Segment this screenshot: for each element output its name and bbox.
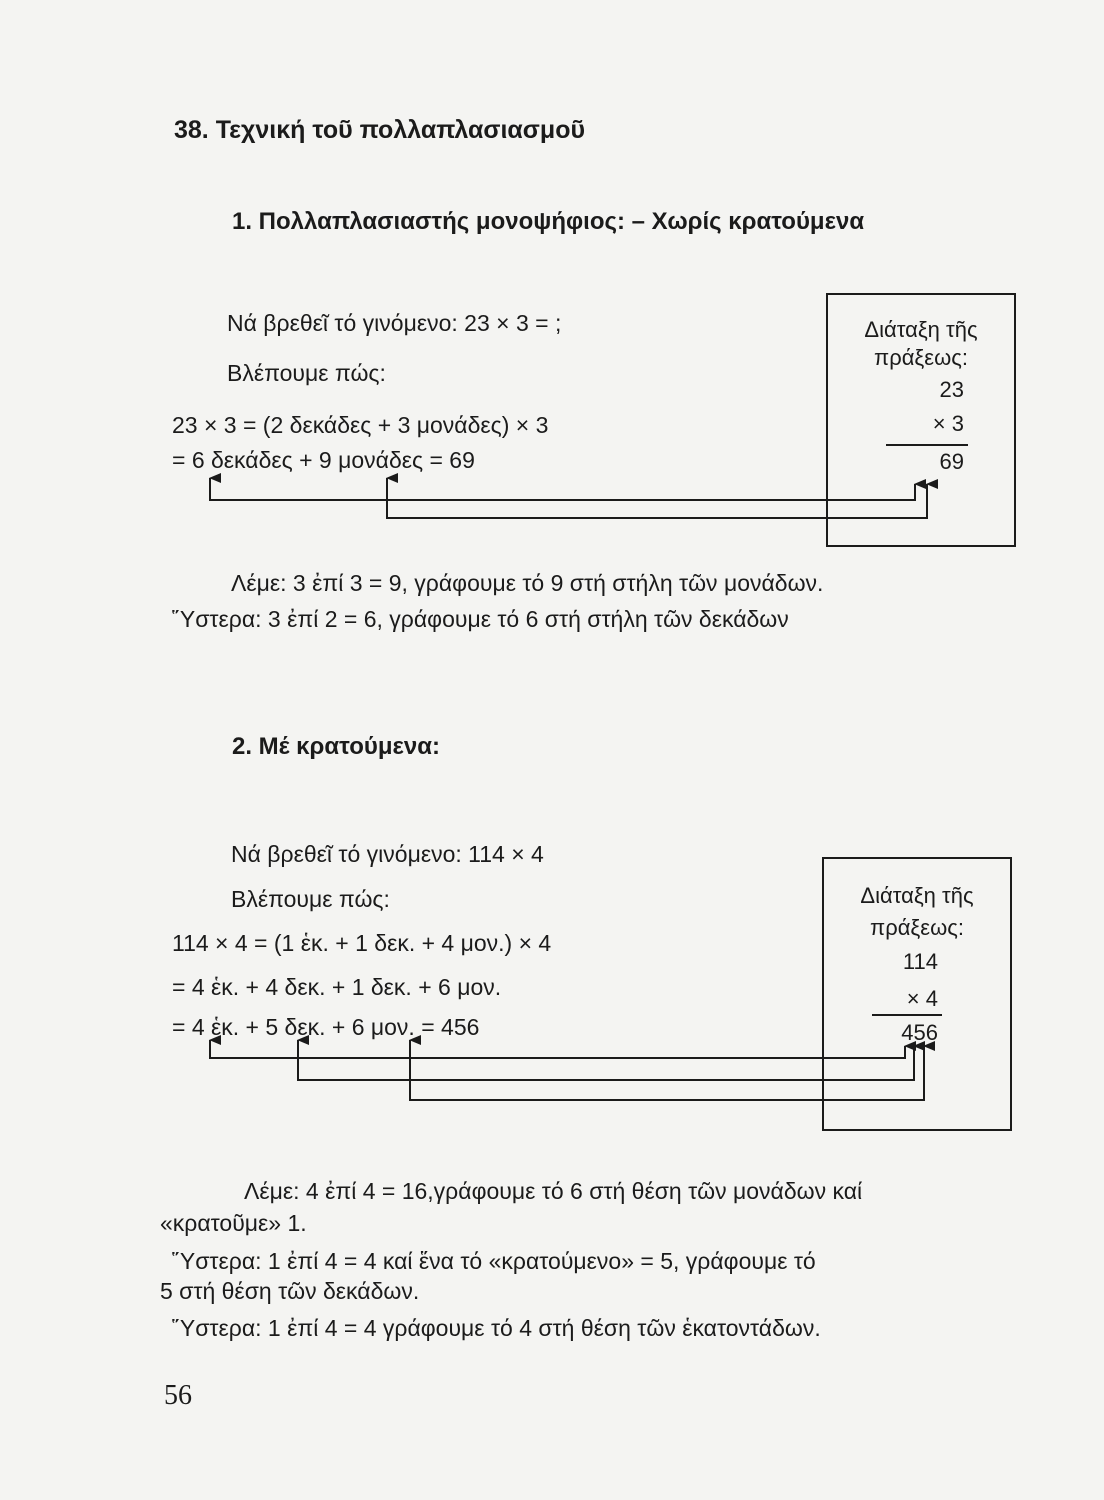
- section-1-see: Βλέπουμε πώς:: [227, 360, 386, 386]
- section-2-equation-3: = 4 ἑκ. + 5 δεκ. + 6 μον. = 456: [172, 1014, 480, 1040]
- arrow-tens-1: [210, 478, 915, 500]
- section-2-explanation-1b: «κρατοῦμε» 1.: [160, 1210, 307, 1236]
- arrow-hundreds-2: [210, 1040, 905, 1058]
- section-2-equation-1: 114 × 4 = (1 ἑκ. + 1 δεκ. + 4 μον.) × 4: [172, 930, 552, 956]
- box-1-caption-line-2: πράξεως:: [874, 345, 968, 370]
- section-2-explanation-2: Ὕστερα: 1 ἐπί 4 = 4 καί ἕνα τό «κρατούμενο» = 5, γράφουμε τό: [172, 1248, 816, 1274]
- box-1-multiplier: × 3: [932, 411, 964, 436]
- section-1-explanation-2: Ὕστερα: 3 ἐπί 2 = 6, γράφουμε τό 6 στή στήλη τῶν δεκάδων: [172, 606, 789, 632]
- section-2-explanation-2b: 5 στή θέση τῶν δεκάδων.: [160, 1278, 420, 1304]
- section-2-prompt: Νά βρεθεῖ τό γινόμενο: 114 × 4: [231, 841, 544, 867]
- section-2-layout-box: [822, 857, 1012, 1131]
- section-2-heading: 2. Μέ κρατούμενα:: [232, 733, 440, 760]
- section-2-explanation-3: Ὕστερα: 1 ἐπί 4 = 4 γράφουμε τό 4 στή θέση τῶν ἑκατοντάδων.: [172, 1315, 821, 1341]
- box-1-multiplicand: 23: [939, 377, 964, 402]
- box-1-result-line: [886, 444, 968, 446]
- section-2-explanation-1: Λέμε: 4 ἐπί 4 = 16,γράφουμε τό 6 στή θέση τῶν μονάδων καί: [244, 1178, 863, 1204]
- section-2-equation-2: = 4 ἑκ. + 4 δεκ. + 1 δεκ. + 6 μον.: [172, 974, 502, 1000]
- section-1-explanation-1: Λέμε: 3 ἐπί 3 = 9, γράφουμε τό 9 στή στήλη τῶν μονάδων.: [231, 570, 824, 596]
- page-number: 56: [164, 1380, 192, 1411]
- box-2-caption-line-1: Διάταξη τῆς: [860, 883, 974, 908]
- box-1-product: 69: [939, 449, 964, 474]
- box-2-caption-line-2: πράξεως:: [870, 915, 964, 940]
- box-2-product: 456: [901, 1020, 938, 1045]
- section-1-equation-2: = 6 δεκάδες + 9 μονάδες = 69: [172, 447, 475, 473]
- page-title: 38. Τεχνική τοῦ πολλαπλασιασμοῦ: [174, 116, 586, 144]
- box-2-multiplicand: 114: [902, 949, 938, 974]
- box-2-multiplier: × 4: [906, 986, 938, 1011]
- box-2-result-line: [872, 1014, 942, 1016]
- section-1-heading: 1. Πολλαπλασιαστής μονοψήφιος: – Χωρίς κρατούμενα: [232, 208, 865, 235]
- section-2-see: Βλέπουμε πώς:: [231, 886, 390, 912]
- section-1-prompt: Νά βρεθεῖ τό γινόμενο: 23 × 3 = ;: [227, 310, 562, 336]
- box-1-caption-line-1: Διάταξη τῆς: [864, 317, 978, 342]
- section-1-equation-1: 23 × 3 = (2 δεκάδες + 3 μονάδες) × 3: [172, 412, 549, 438]
- section-1-layout-box: [826, 293, 1016, 547]
